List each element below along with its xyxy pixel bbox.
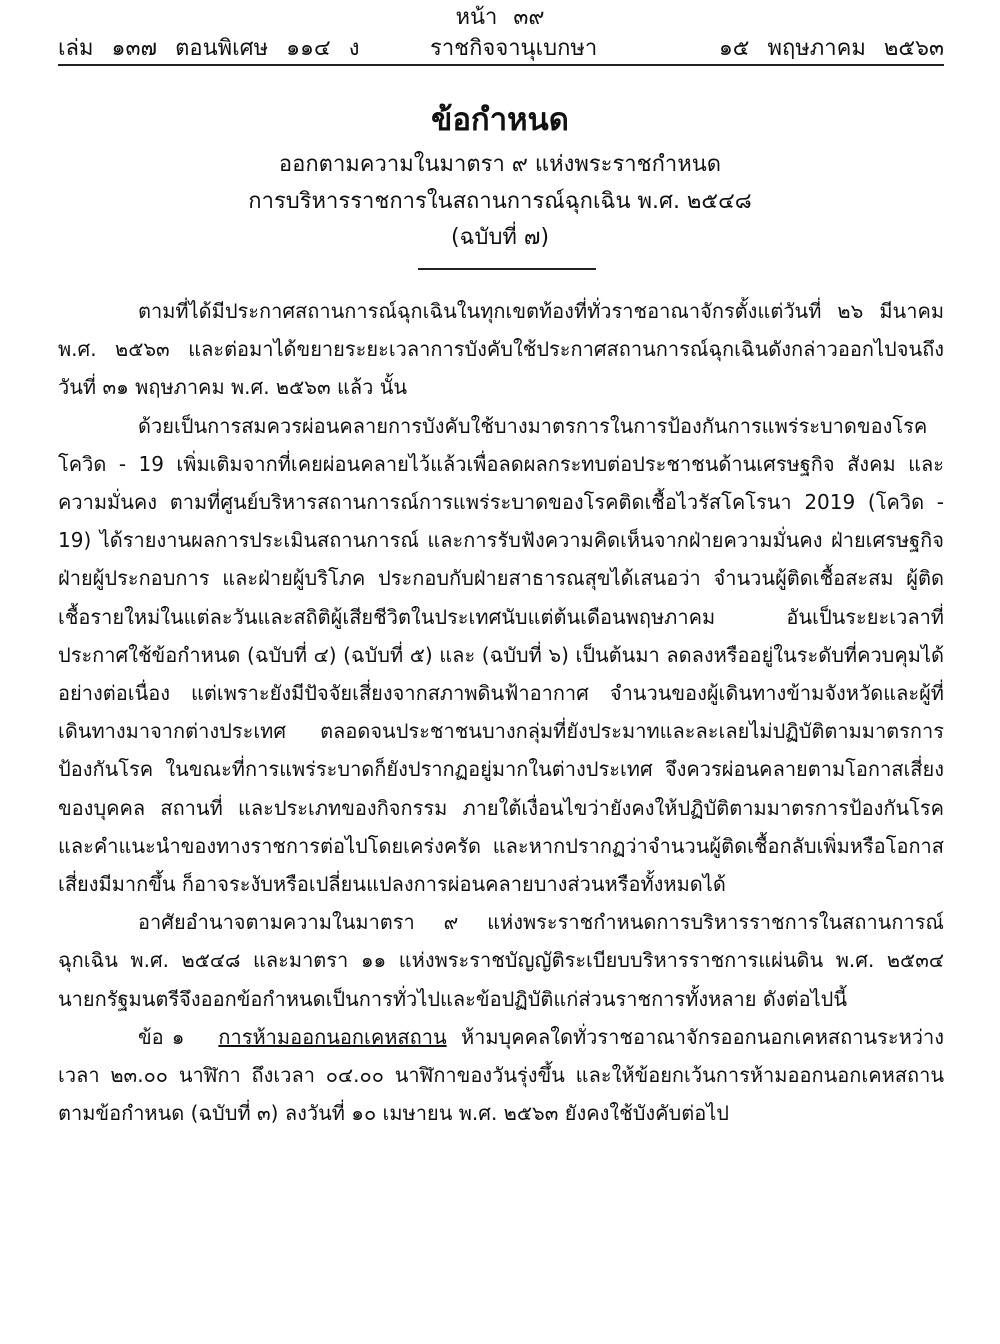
page-label: หน้า <box>455 5 498 30</box>
clause-text: ห้ามบุคคลใดทั่วราชอาณาจักรออกนอกเคหสถานระหว่างเวลา ๒๓.๐๐ นาฬิกา ถึงเวลา ๐๔.๐๐ นาฬิกาของวันรุ่งขึ้น และให้ข้อยกเว้นการห้ามออกนอกเคหสถานตามข้อกำหนด (ฉบับที่ ๓) ลงวันที่ ๑๐ เมษายน พ.ศ. ๒๕๖๓ ยังคงใช้บังคับต่อไป <box>58 1024 944 1126</box>
gazette-date <box>701 34 944 64</box>
clause-1 <box>58 1018 944 1133</box>
document-subtitle-line: ออกตามความในมาตรา ๙ แห่งพระราชกำหนด <box>278 152 722 177</box>
document-subtitle-line: การบริหารราชการในสถานการณ์ฉุกเฉิน พ.ศ. ๒๕๔๘ <box>248 189 752 214</box>
body-paragraph: ตามที่ได้มีประกาศสถานการณ์ฉุกเฉินในทุกเขตท้องที่ทั่วราชอาณาจักรตั้งแต่วันที่ ๒๖ มีนาคม พ.ศ. ๒๕๖๓ และต่อมาได้ขยายระยะเวลาการบังคับใช้ประกาศสถานการณ์ฉุกเฉินดังกล่าวออกไปจนถึงวันที่ ๓๑ พฤษภาคม พ.ศ. ๒๕๖๓ แล้ว นั้น <box>58 299 944 400</box>
clause-label: ข้อ <box>138 1024 164 1049</box>
header-divider <box>58 64 944 66</box>
body-paragraph: อาศัยอำนาจตามความในมาตรา ๙ แห่งพระราชกำหนดการบริหารราชการในสถานการณ์ฉุกเฉิน พ.ศ. ๒๕๔๘ และมาตรา ๑๑ แห่งพระราชบัญญัติระเบียบบริหารราชการแผ่นดิน พ.ศ. ๒๕๓๔ นายกรัฐมนตรีจึงออกข้อกำหนดเป็นการทั่วไปและข้อปฏิบัติแก่ส่วนราชการทั้งหลาย ดังต่อไปนี้ <box>58 910 944 1011</box>
body-paragraph: ด้วยเป็นการสมควรผ่อนคลายการบังคับใช้บางมาตรการในการป้องกันการแพร่ระบาดของโรคโควิด - 19 เพิ่มเติมจากที่เคยผ่อนคลายไว้แล้วเพื่อลดผลกระทบต่อประชาชนด้านเศรษฐกิจ สังคม และความมั่นคง ตามที่ศูนย์บริหารสถานการณ์การแพร่ระบาดของโรคติดเชื้อไวรัสโคโรนา 2019 (โควิด - 19) ได้รายงานผลการประเมินสถานการณ์ และการรับฟังความคิดเห็นจากฝ่ายความมั่นคง ฝ่ายเศรษฐกิจ ฝ่ายผู้ประกอบการ และฝ่ายผู้บริโภค ประกอบกับฝ่ายสาธารณสุขได้เสนอว่า จำนวนผู้ติดเชื้อสะสม ผู้ติดเชื้อรายใหม่ในแต่ละวันและสถิติผู้เสียชีวิตในประเทศนับแต่ต้นเดือนพฤษภาคม อันเป็นระยะเวลาที่ประกาศใช้ข้อกำหนด (ฉบับที่ ๔) (ฉบับที่ ๕) และ (ฉบับที่ ๖) เป็นต้นมา ลดลงหรืออยู่ในระดับที่ควบคุมได้อย่างต่อเนื่อง แต่เพราะยังมีปัจจัยเสี่ยงจากสภาพดินฟ้าอากาศ จำนวนของผู้เดินทางข้ามจังหวัดและผู้ที่เดินทางมาจากต่างประเทศ ตลอดจนประชาชนบางกลุ่มที่ยังประมาทและละเลยไม่ปฏิบัติตามมาตรการป้องกันโรค ในขณะที่การแพร่ระบาดก็ยังปรากฏอยู่มากในต่างประเทศ จึงควรผ่อนคลายตามโอกาสเสี่ยงของบุคคล สถานที่ และประเภทของกิจกรรม ภายใต้เงื่อนไขว่ายังคงให้ปฏิบัติตามมาตรการป้องกันโรคและคำแนะนำของทางราชการต่อไปโดยเคร่งครัด และหากปรากฏว่าจำนวนผู้ติดเชื้อกลับเพิ่มหรือโอกาสเสี่ยงมีมากขึ้น ก็อาจระงับหรือเปลี่ยนแปลงการผ่อนคลายบางส่วนหรือทั้งหมดได้ <box>58 413 944 897</box>
gazette-name: ราชกิจจานุเบกษา <box>430 36 598 61</box>
document-title: ข้อกำหนด <box>431 102 569 138</box>
document-body <box>58 292 944 1132</box>
document-issue-number: (ฉบับที่ ๗) <box>450 225 550 250</box>
date-year: ๒๕๖๓ <box>883 36 944 61</box>
date-day: ๑๕ <box>718 36 750 61</box>
page-number <box>0 4 1000 32</box>
clause-heading: การห้ามออกนอกเคหสถาน <box>218 1024 447 1049</box>
volume-number: ๑๓๗ <box>111 36 158 61</box>
volume-label: เล่ม <box>58 36 94 61</box>
clause-number: ๑ <box>171 1024 185 1049</box>
page-number-value: ๓๙ <box>513 5 545 30</box>
gazette-header <box>58 34 944 64</box>
section-label: ตอนพิเศษ <box>175 36 269 61</box>
date-month: พฤษภาคม <box>767 36 866 61</box>
section-letter: ง <box>348 36 360 61</box>
section-number: ๑๑๔ <box>286 36 331 61</box>
gazette-volume-info <box>58 34 377 64</box>
title-divider <box>418 268 596 270</box>
